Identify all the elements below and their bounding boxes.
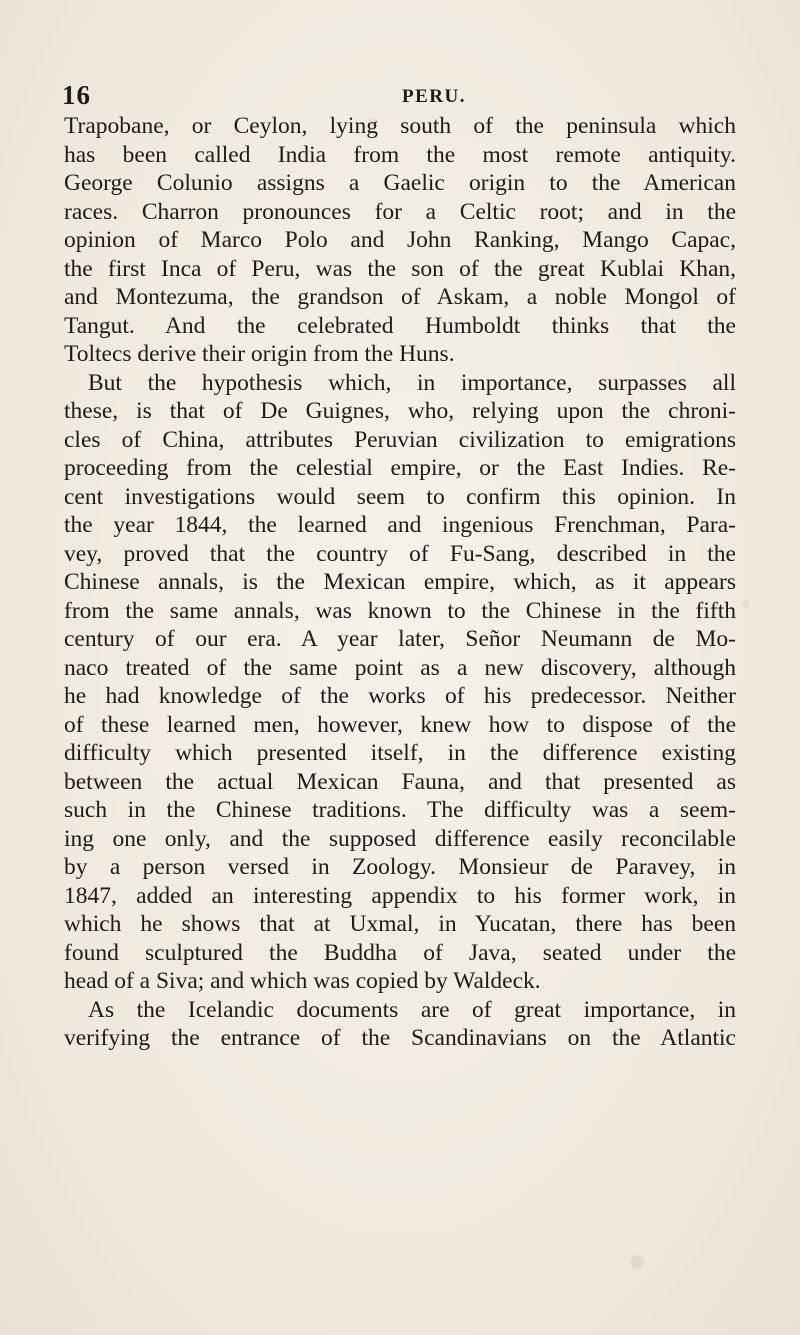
text-line: century of our era. A year later, Señor Neumann de Mo-	[64, 626, 736, 652]
text-line: found sculptured the Buddha of Java, seated under the	[64, 939, 736, 966]
text-line: George Colunio assigns a Gaelic origin to the American	[64, 170, 736, 196]
text-line: difficulty which presented itself, in the difference existing	[64, 740, 736, 766]
text-line: of these learned men, however, knew how to dispose of the	[64, 711, 736, 738]
text-line: 1847, added an interesting appendix to his former work, in	[64, 882, 736, 909]
text-line: he had knowledge of the works of his predecessor. Neither	[64, 683, 736, 709]
text-line: between the actual Mexican Fauna, and that presented as	[64, 768, 736, 795]
text-line: the year 1844, the learned and ingenious Frenchman, Para-	[64, 512, 736, 538]
foxing-spot	[630, 1255, 644, 1269]
text-line: head of a Siva; and which was copied by Waldeck.	[64, 968, 541, 994]
text-line: verifying the entrance of the Scandinavians on the Atlantic	[64, 1025, 736, 1051]
text-line: proceeding from the celestial empire, or the East Indies. Re-	[64, 455, 736, 481]
text-line: Chinese annals, is the Mexican empire, which, as it appears	[64, 569, 736, 595]
text-line: races. Charron pronounces for a Celtic root; and in the	[64, 198, 736, 225]
text-line: the first Inca of Peru, was the son of the great Kublai Khan,	[64, 255, 736, 282]
text-line: cent investigations would seem to confirm this opinion. In	[64, 483, 736, 510]
text-line: As the Icelandic documents are of great importance, in	[88, 996, 736, 1023]
text-line: vey, proved that the country of Fu-Sang, described in the	[64, 540, 736, 567]
text-line: naco treated of the same point as a new discovery, although	[64, 654, 736, 681]
text-line: ing one only, and the supposed difference easily reconcilable	[64, 825, 736, 852]
page-number: 16	[62, 80, 91, 110]
text-line: Tangut. And the celebrated Humboldt thinks that the	[64, 312, 736, 339]
body-text	[64, 112, 736, 1053]
text-line: Toltecs derive their origin from the Huns.	[64, 341, 455, 367]
running-head	[62, 80, 738, 116]
text-line: such in the Chinese traditions. The difficulty was a seem-	[64, 797, 736, 823]
text-line: has been called India from the most remote antiquity.	[64, 141, 736, 168]
running-title: PERU.	[402, 86, 466, 107]
foxing-spot	[742, 600, 750, 608]
text-line: these, is that of De Guignes, who, relying upon the chroni-	[64, 398, 736, 424]
text-line: which he shows that at Uxmal, in Yucatan, there has been	[64, 911, 736, 937]
text-line: by a person versed in Zoology. Monsieur de Paravey, in	[64, 854, 736, 880]
text-line: But the hypothesis which, in importance, surpasses all	[88, 369, 736, 396]
text-line: from the same annals, was known to the Chinese in the fifth	[64, 597, 736, 624]
text-line: opinion of Marco Polo and John Ranking, Mango Capac,	[64, 227, 736, 253]
text-line: and Montezuma, the grandson of Askam, a noble Mongol of	[64, 284, 736, 310]
text-line: Trapobane, or Ceylon, lying south of the peninsula which	[64, 113, 736, 139]
text-line: cles of China, attributes Peruvian civilization to emigrations	[64, 426, 736, 453]
